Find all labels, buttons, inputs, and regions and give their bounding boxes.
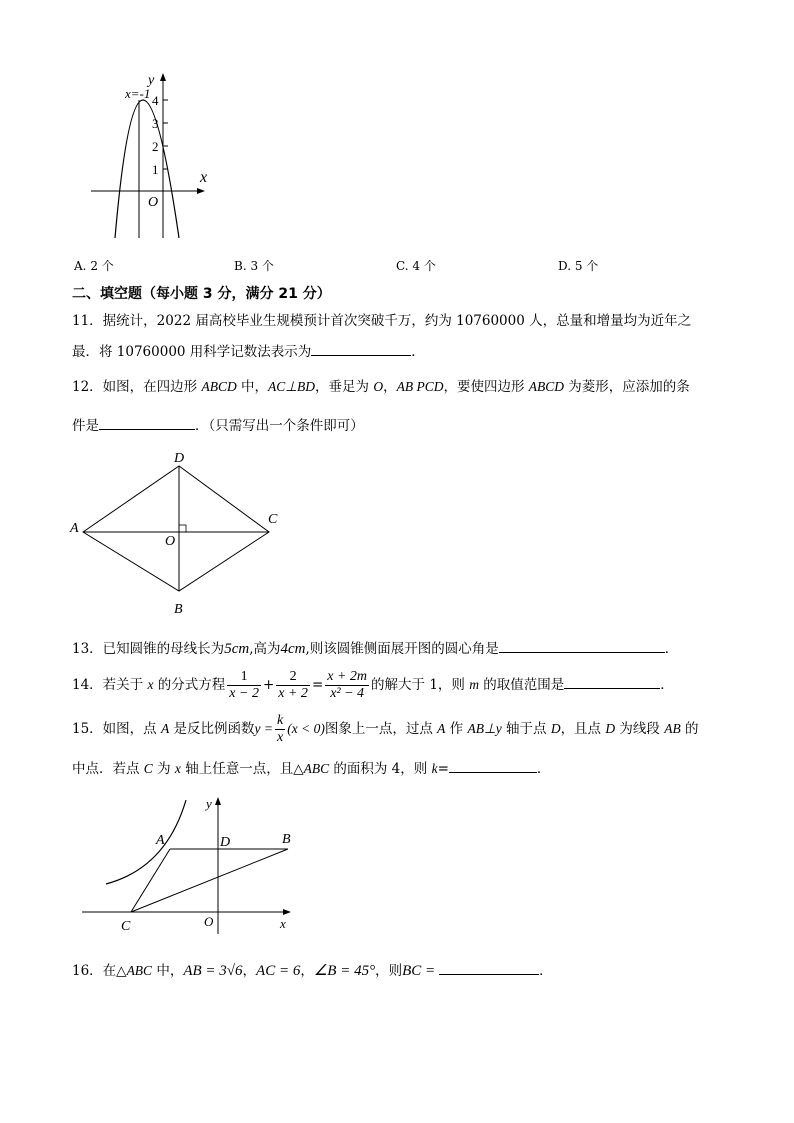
label-a: A — [70, 521, 79, 536]
tick-label-1: 1 — [152, 162, 159, 177]
option-d — [558, 256, 598, 276]
q14-x: x — [147, 677, 154, 692]
origin-label: O — [148, 195, 159, 210]
q15-line1 — [72, 710, 699, 750]
tick-label-3: 3 — [152, 116, 159, 131]
parabola-curve — [115, 100, 179, 238]
q15-x: x — [174, 761, 181, 776]
q11-end: ． — [411, 344, 425, 360]
q15-ab: AB — [664, 721, 681, 736]
label-b: B — [282, 832, 291, 847]
label-d: D — [220, 835, 231, 850]
label-b: B — [174, 602, 183, 617]
q14-fraction-2 — [276, 669, 310, 702]
y-axis-arrow — [215, 797, 221, 805]
q16-bc-equals: BC = — [402, 963, 436, 979]
label-a: A — [156, 833, 165, 848]
q12-line1 — [72, 377, 690, 397]
label-d: D — [174, 451, 185, 466]
q16-answer-blank[interactable] — [439, 960, 539, 975]
fraction-denominator: x² − 4 — [330, 686, 365, 701]
option-text: 2 个 — [90, 259, 114, 273]
x-axis-arrow — [197, 188, 205, 194]
q13-height: 4cm — [280, 641, 306, 657]
q15-answer-blank[interactable] — [449, 758, 537, 773]
q12-text: 12．如图，在四边形 — [72, 379, 202, 395]
option-text: 5 个 — [574, 259, 599, 273]
label-y: y — [206, 796, 212, 811]
q12-ac-perp-bd: AC⊥BD — [268, 379, 316, 394]
rhombus-abcd — [83, 466, 269, 591]
q15-line2 — [72, 758, 550, 779]
y-axis-arrow — [160, 73, 166, 81]
label-c: C — [121, 919, 131, 934]
q15-text: 轴上任意一点，且△ — [180, 761, 304, 777]
q15-k: k — [431, 761, 438, 776]
q15-fraction-k-over-x — [275, 713, 285, 746]
q12-text: 为菱形，应添加的条 — [564, 379, 690, 395]
fraction-denominator: x − 2 — [229, 686, 259, 701]
q14-fraction-3 — [325, 669, 369, 702]
q16-ac-value: AC = 6 — [256, 963, 301, 979]
q15-y-equals: y = — [254, 721, 274, 736]
q14-answer-blank[interactable] — [564, 674, 660, 689]
q12-abcd: ABCD — [528, 379, 565, 394]
label-x: x — [280, 916, 286, 931]
option-a — [74, 256, 114, 276]
label-c: C — [268, 512, 278, 527]
parabola-figure — [85, 70, 215, 245]
option-letter: D. — [558, 259, 572, 273]
q12-text: ．（只需写出一个条件即可） — [195, 418, 364, 434]
fraction-numerator: 1 — [227, 669, 261, 686]
q15-text: 中点．若点 — [72, 761, 144, 777]
q14-fraction-1 — [227, 669, 261, 702]
q12-text: 件是 — [72, 418, 99, 434]
y-axis-label: y — [148, 73, 155, 88]
q14-text: 的解大于 1，则 — [371, 677, 470, 693]
q13-slant-height: 5cm — [224, 641, 250, 657]
q16-angle-b: ∠B = 45° — [313, 963, 376, 979]
q13 — [72, 638, 678, 659]
q13-end: ． — [664, 641, 679, 657]
q12-text: ，要使四边形 — [443, 379, 529, 395]
q14-m: m — [469, 677, 479, 692]
q11-line1: 11．据统计，2022 届高校毕业生规模预计首次突破千万，约为 10760000 人，总量和增量均为近年之 — [72, 313, 692, 329]
q15-a: A — [160, 721, 170, 736]
q16-text: ，则 — [375, 963, 403, 979]
q11-answer-blank[interactable] — [311, 341, 411, 356]
q12-text: ， — [383, 379, 397, 395]
option-b — [234, 256, 274, 276]
q15-text: 15．如图，点 — [72, 721, 161, 737]
q15-text: 轴于点 — [501, 721, 551, 737]
q15-text: = — [437, 761, 449, 777]
q14-end: ． — [660, 677, 674, 693]
q14-text: 的分式方程 — [153, 677, 226, 693]
q12-abcd: ABCD — [201, 379, 237, 394]
x-axis-label: x — [200, 169, 208, 186]
q12-line2 — [72, 415, 364, 436]
option-letter: B. — [234, 259, 247, 273]
q16-text: 中， — [152, 963, 184, 979]
q15-ab-perp-y: AB⊥y — [467, 721, 502, 736]
q14 — [72, 666, 674, 706]
q14-equals: = — [311, 677, 324, 693]
q15-d: D — [605, 721, 616, 736]
q16-text: ， — [242, 963, 257, 979]
fraction-numerator: k — [277, 713, 284, 728]
section-heading: 二、填空题（每小题 3 分，满分 21 分） — [72, 286, 331, 302]
q16-text: 16．在△ — [72, 963, 127, 979]
label-o: O — [165, 534, 176, 549]
q16 — [72, 960, 553, 981]
q11-line2 — [72, 341, 425, 362]
fraction-denominator: x + 2 — [278, 686, 308, 701]
q15-domain-condition: (x < 0) — [287, 721, 325, 736]
q12-ab-parallel-cd: AB PCD — [396, 379, 444, 394]
right-angle-mark — [179, 525, 186, 532]
q15-text: ，且点 — [560, 721, 606, 737]
hyperbola-figure — [76, 792, 300, 938]
q15-text: 的 — [680, 721, 699, 737]
q14-text: 的取值范围是 — [478, 677, 565, 693]
q12-answer-blank[interactable] — [99, 415, 195, 430]
option-text: 4 个 — [412, 259, 436, 273]
q16-text: ， — [300, 963, 314, 979]
q15-d: D — [550, 721, 561, 736]
q16-end: ． — [539, 963, 553, 979]
q16-abc: ABC — [126, 963, 153, 978]
label-o: O — [204, 914, 214, 929]
q15-text: 的面积为 4，则 — [329, 761, 432, 777]
q15-abc: ABC — [303, 761, 330, 776]
q15-text: 是反比例函数 — [169, 721, 255, 737]
tick-label-2: 2 — [152, 139, 159, 154]
q12-text: 中， — [236, 379, 269, 395]
q15-text: 为线段 — [615, 721, 665, 737]
q13-text: 13．已知圆锥的母线长为 — [72, 641, 225, 657]
q15-text: 图象上一点，过点 — [324, 721, 438, 737]
fraction-numerator: x + 2m — [327, 669, 368, 684]
segment-bc — [131, 849, 288, 912]
option-letter: A. — [74, 259, 87, 273]
q14-plus: + — [262, 677, 275, 693]
q15-text: 作 — [445, 721, 468, 737]
q15-text: 为 — [152, 761, 175, 777]
x-axis-arrow — [283, 909, 291, 915]
symmetry-label: x=-1 — [125, 86, 151, 101]
tick-label-4: 4 — [152, 93, 159, 108]
q11-text: 最．将 10760000 用科学记数法表示为 — [72, 344, 312, 360]
option-text: 3 个 — [250, 259, 274, 273]
q13-text: ,则该圆锥侧面展开图的圆心角是 — [305, 641, 499, 657]
q12-text: ，垂足为 — [315, 379, 374, 395]
option-c — [396, 256, 436, 276]
q15-c: C — [143, 761, 153, 776]
hyperbola-branch — [106, 800, 186, 884]
q16-ab-value: AB = 3√6 — [183, 963, 243, 979]
rhombus-figure — [66, 446, 296, 618]
fraction-numerator: 2 — [276, 669, 310, 686]
option-letter: C. — [396, 259, 409, 273]
q13-answer-blank[interactable] — [499, 638, 665, 653]
q12-o: O — [373, 379, 384, 394]
fraction-denominator: x — [277, 730, 284, 745]
q15-end: ． — [536, 761, 551, 777]
segment-ac — [131, 849, 170, 912]
q15-a: A — [437, 721, 446, 736]
q13-text: ,高为 — [249, 641, 281, 657]
q14-text: 14．若关于 — [72, 677, 148, 693]
